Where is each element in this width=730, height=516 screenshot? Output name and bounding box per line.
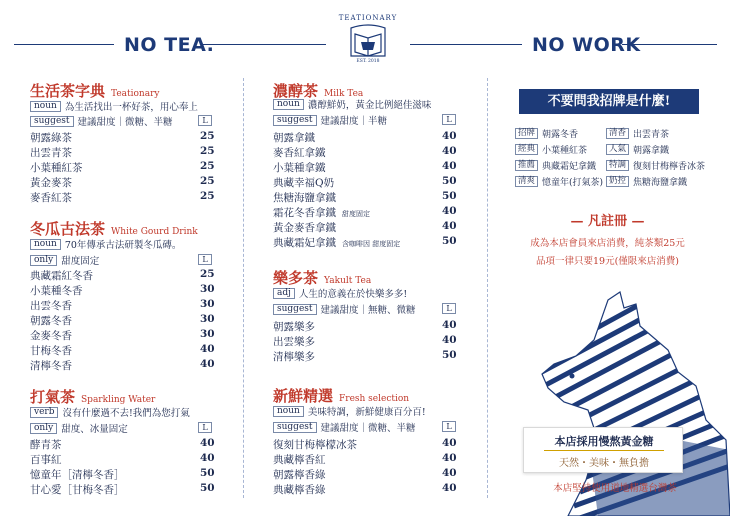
suggest-tag: suggest — [273, 304, 317, 315]
menu-item-price: 40 — [200, 358, 215, 370]
menu-item-price: 25 — [200, 190, 215, 202]
menu-item-price: 40 — [442, 160, 457, 172]
suggest-text: 建議甜度｜半糖 — [320, 116, 388, 127]
menu-item-name: 朝露拿鐵 — [273, 132, 315, 144]
signature-item — [515, 175, 603, 188]
menu-item-price: 50 — [442, 349, 457, 361]
column-divider-2 — [487, 78, 488, 498]
suggest-text: 甜度固定 — [61, 256, 100, 267]
menu-item-price: 50 — [442, 175, 457, 187]
suggest-tag: suggest — [273, 115, 317, 126]
menu-item-price: 50 — [442, 190, 457, 202]
category-item: 朝露冬香 — [542, 130, 579, 140]
menu-item-price: 40 — [442, 437, 457, 449]
register-line-2: 品項一律只要19元(僅限來店消費) — [535, 256, 679, 267]
section-title-teationary — [30, 80, 159, 101]
section-desc — [30, 405, 190, 419]
menu-item-price: 30 — [200, 283, 215, 295]
item-note: 甜度固定 — [342, 210, 370, 218]
menu-item-name: 焦糖海鹽拿鐵 — [273, 192, 336, 204]
menu-item-price: 50 — [200, 482, 215, 494]
menu-item-name — [273, 205, 370, 220]
signature-item — [606, 159, 705, 172]
menu-item-name: 憶童年［清檸冬香］ — [30, 469, 125, 481]
menu-item-name: 甘梅冬香 — [30, 345, 72, 357]
only-tag: only — [30, 423, 57, 434]
menu-item-name: 清檸冬香 — [30, 360, 72, 372]
menu-item-name — [273, 235, 400, 250]
section-title-en: Sparkling Water — [81, 395, 156, 405]
section-suggest — [30, 114, 173, 128]
size-l-label: L — [442, 303, 456, 314]
category-item: 朝露拿鐵 — [633, 146, 670, 156]
size-l-label: L — [198, 254, 212, 265]
signature-item — [515, 127, 578, 140]
desc-text: 美味特調，新鮮健康百分百! — [307, 407, 426, 418]
menu-item-price: 40 — [200, 452, 215, 464]
category-item: 小葉種紅茶 — [542, 146, 588, 156]
section-title-sparkling — [30, 386, 155, 407]
menu-item-price: 25 — [200, 145, 215, 157]
size-l-label: L — [198, 115, 212, 126]
section-desc — [273, 286, 407, 300]
header-rule-left-2 — [200, 44, 326, 45]
header-rule-right-2 — [622, 44, 717, 45]
column-divider-1 — [243, 78, 244, 498]
teationary-logo — [337, 14, 399, 66]
category-tag: 特調 — [606, 160, 629, 171]
category-item: 出雲青茶 — [633, 130, 670, 140]
category-item: 典藏霜妃拿鐵 — [542, 162, 597, 172]
section-title-zh: 樂多茶 — [273, 269, 319, 287]
menu-item-price: 25 — [200, 268, 215, 280]
menu-item-price: 40 — [442, 319, 457, 331]
menu-item-name: 小葉種紅茶 — [30, 162, 83, 174]
section-title-zh: 冬瓜古法茶 — [30, 220, 106, 238]
category-item: 復刻甘梅檸香冰茶 — [633, 162, 706, 172]
signature-item — [606, 143, 669, 156]
section-desc — [30, 237, 181, 251]
menu-item-price: 40 — [442, 334, 457, 346]
section-title-en: Teationary — [111, 89, 160, 99]
menu-item-price: 30 — [200, 298, 215, 310]
category-tag: 經典 — [515, 144, 538, 155]
section-title-en: White Gourd Drink — [111, 227, 198, 237]
category-tag: 招牌 — [515, 128, 538, 139]
menu-item-name: 小葉種拿鐵 — [273, 162, 326, 174]
desc-text: 人生的意義在於快樂多多! — [298, 289, 408, 300]
section-suggest — [30, 421, 128, 435]
size-l-label: L — [198, 422, 212, 433]
menu-item-name: 典藏檸香紅 — [273, 454, 326, 466]
menu-item-price: 40 — [442, 130, 457, 142]
word-class-tag: verb — [30, 407, 58, 418]
menu-item-name: 百事紅 — [30, 454, 62, 466]
menu-item-name: 酵青茶 — [30, 439, 62, 451]
desc-text: 濃醇鮮奶，黃金比例絕佳滋味 — [307, 100, 432, 111]
menu-item-price: 30 — [200, 313, 215, 325]
section-title-zh: 濃醇茶 — [273, 82, 319, 100]
signature-item — [515, 159, 596, 172]
word-class-tag: noun — [273, 99, 304, 110]
section-title-yakult — [273, 267, 371, 288]
only-tag: only — [30, 255, 57, 266]
menu-item-name: 典藏檸香綠 — [273, 484, 326, 496]
item-name-text: 典藏霜妃拿鐵 — [273, 237, 336, 249]
menu-item-price: 40 — [200, 343, 215, 355]
category-item: 憶童年(打氣茶) — [542, 178, 604, 188]
section-desc — [30, 99, 198, 113]
category-tag: 清香 — [606, 128, 629, 139]
menu-item-name: 小葉種冬香 — [30, 285, 83, 297]
suggest-text: 建議甜度｜微糖、半糖 — [320, 423, 416, 434]
menu-item-name: 出雲樂多 — [273, 336, 315, 348]
menu-item-name: 朝露檸香綠 — [273, 469, 326, 481]
section-title-zh: 生活茶字典 — [30, 82, 106, 100]
menu-item-name: 朝露樂多 — [273, 321, 315, 333]
section-desc — [273, 404, 426, 418]
logo-name: TEATIONARY — [338, 14, 398, 22]
menu-item-name: 典藏幸福Q奶 — [273, 177, 335, 189]
header-rule-left — [14, 44, 114, 45]
category-tag: 推薦 — [515, 160, 538, 171]
golden-sugar-box — [523, 427, 683, 473]
menu-item-price: 40 — [442, 145, 457, 157]
desc-text: 70年傳承古法研製冬瓜磚。 — [64, 240, 182, 251]
section-title-en: Fresh selection — [339, 394, 410, 404]
signature-item — [606, 127, 669, 140]
register-title: — 凡註冊 — — [570, 214, 645, 229]
menu-item-name: 清檸樂多 — [273, 351, 315, 363]
suggest-text: 建議甜度｜微糖、半糖 — [77, 117, 173, 128]
menu-item-price: 40 — [442, 482, 457, 494]
menu-item-name: 出雲青茶 — [30, 147, 72, 159]
word-class-tag: adj — [273, 288, 295, 299]
word-class-tag: noun — [30, 101, 61, 112]
menu-item-name: 麥香紅茶 — [30, 192, 72, 204]
category-tag: 人氣 — [606, 144, 629, 155]
section-suggest — [273, 420, 416, 434]
desc-text: 為生活找出一杯好茶，用心奉上 — [64, 102, 198, 113]
menu-item-price: 25 — [200, 130, 215, 142]
section-suggest — [273, 302, 416, 316]
section-title-zh: 新鮮精選 — [273, 387, 334, 405]
golden-sugar-divider — [544, 450, 664, 451]
section-title-en: Yakult Tea — [324, 276, 372, 286]
signature-item — [606, 175, 687, 188]
signature-item — [515, 143, 587, 156]
header-rule-right — [410, 44, 522, 45]
menu-item-name: 黃金麥香拿鐵 — [273, 222, 336, 234]
menu-item-price: 50 — [200, 467, 215, 479]
word-class-tag: noun — [30, 239, 61, 250]
menu-item-price: 50 — [442, 235, 457, 247]
suggest-tag: suggest — [30, 116, 74, 127]
menu-item-price: 40 — [442, 467, 457, 479]
menu-item-price: 30 — [200, 328, 215, 340]
section-title-zh: 打氣茶 — [30, 388, 76, 406]
signature-banner: 不要問我招牌是什麼! — [519, 89, 699, 114]
category-tag: 奶控 — [606, 176, 629, 187]
menu-item-price: 40 — [442, 205, 457, 217]
desc-text: 沒有什麼過不去!我們為您打氣 — [62, 408, 190, 419]
section-title-en: Milk Tea — [324, 89, 364, 99]
header-left-text: NO TEA. — [124, 34, 215, 56]
menu-item-price: 40 — [442, 220, 457, 232]
section-title-white-gourd — [30, 218, 198, 239]
category-tag: 清爽 — [515, 176, 538, 187]
menu-item-price: 25 — [200, 160, 215, 172]
item-note: 含咖啡因 甜度固定 — [342, 240, 401, 248]
header-right-text: NO WORK — [532, 34, 641, 56]
menu-item-name: 復刻甘梅檸檬冰茶 — [273, 439, 357, 451]
suggest-tag: suggest — [273, 422, 317, 433]
word-class-tag: noun — [273, 406, 304, 417]
menu-item-name: 典藏霜紅冬香 — [30, 270, 93, 282]
section-suggest — [30, 253, 99, 267]
category-item: 焦糖海鹽拿鐵 — [633, 178, 688, 188]
menu-item-name: 甘心愛［甘梅冬香］ — [30, 484, 125, 496]
section-title-fresh — [273, 385, 409, 406]
section-suggest — [273, 113, 387, 127]
section-desc — [273, 97, 431, 111]
menu-item-name: 金麥冬香 — [30, 330, 72, 342]
logo-est: EST. 2018 — [356, 59, 380, 64]
menu-item-price: 25 — [200, 175, 215, 187]
suggest-text: 甜度、冰量固定 — [61, 424, 128, 435]
menu-item-name: 麥香紅拿鐵 — [273, 147, 326, 159]
menu-item-name: 出雲冬香 — [30, 300, 72, 312]
taiwan-tea-note: 本店堅持使用道地精選台灣茶 — [553, 483, 677, 494]
register-line-1: 成為本店會員來店消費，純茶類25元 — [530, 238, 685, 249]
menu-item-name: 黃金麥茶 — [30, 177, 72, 189]
golden-sugar-subtitle: 天然・美味・無負擔 — [559, 458, 649, 469]
menu-item-name: 朝露綠茶 — [30, 132, 72, 144]
menu-item-price: 40 — [200, 437, 215, 449]
golden-sugar-title: 本店採用慢熬黃金糖 — [554, 435, 654, 448]
menu-item-name: 朝露冬香 — [30, 315, 72, 327]
size-l-label: L — [442, 421, 456, 432]
item-name-text: 霜花冬香拿鐵 — [273, 207, 336, 219]
menu-item-price: 40 — [442, 452, 457, 464]
size-l-label: L — [442, 114, 456, 125]
suggest-text: 建議甜度｜無糖、微糖 — [320, 305, 416, 316]
